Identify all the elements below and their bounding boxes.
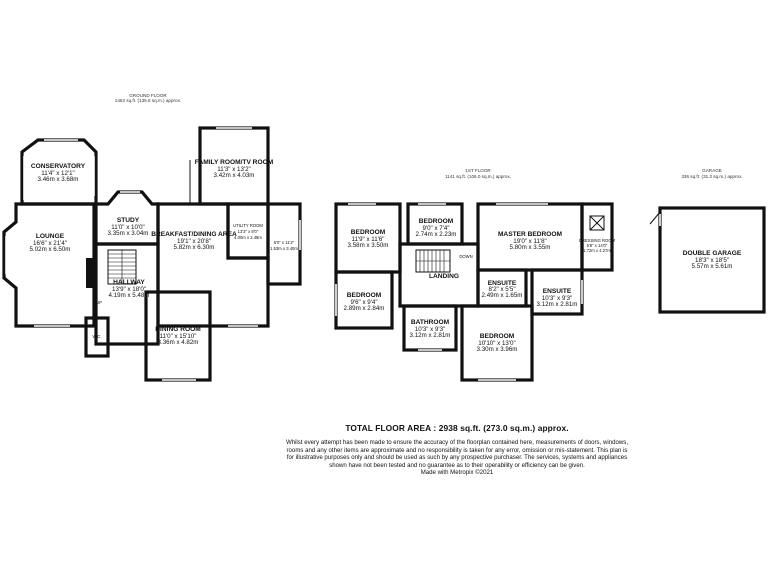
total-floor-area: TOTAL FLOOR AREA : 2938 sq.ft. (273.0 sq.m.) approx. [345,423,569,433]
wc-metric: 1.53m x 3.40m [270,246,298,251]
garage-imperial: 18'3" x 18'5" [695,257,729,264]
ensuite1-metric: 2.49m x 1.65m [481,292,523,299]
lounge-imperial: 16'6" x 21'4" [33,240,67,247]
master-bedroom-imperial: 19'0" x 11'8" [513,238,547,245]
disclaimer-text: Whilst every attempt has been made to ensure the accuracy of the floorplan contained here, measurements of doors, windows, rooms and any other items are approximate and no responsibility is taken for any error, omission or mis-statement. This plan is for illustrative purposes only and should be used as such by any prospective purchaser. The services, systems and appliances shown have not been tested and no guarantee as to their operability or efficiency can be given. [285,439,629,469]
made-with-credit: Made with Metropix ©2021 [420,469,494,477]
dining-room-metric: 3.36m x 4.82m [157,339,199,346]
breakfast-area-imperial: 19'1" x 20'8" [177,238,211,245]
dressing-room-name: DRESSING ROOM [578,238,616,243]
master-bedroom-metric: 5.80m x 3.55m [509,244,551,251]
stairs-down-marker: DOWN [459,254,473,259]
bedroom1-imperial: 11'9" x 11'6" [351,236,385,243]
breakfast-area-metric: 5.82m x 6.30m [173,244,215,251]
ground-floor-area: 1462 sq.ft. (135.8 sq.m.) approx. [114,98,182,103]
dining-room-name: DINING ROOM [155,326,201,333]
conservatory-imperial: 11'4" x 12'1" [41,170,75,177]
garage-metric: 5.57m x 5.61m [691,263,733,270]
garage-name: DOUBLE GARAGE [682,250,742,257]
first-floor-area: 1141 sq.ft. (106.0 sq.m.) approx. [444,174,512,179]
lounge-name: LOUNGE [35,233,65,240]
bathroom-name: BATHROOM [410,319,450,326]
ensuite2-imperial: 10'3" x 9'3" [541,295,573,302]
breakfast-area-name: BREAKFAST/DINING AREA [151,231,237,238]
bedroom2-name: BEDROOM [418,218,454,225]
family-room-imperial: 11'3" x 13'2" [217,166,251,173]
footer [284,423,630,477]
ground-floor-labels [30,159,299,346]
lounge-outline [4,204,94,326]
landing-stairs [416,250,450,272]
hallway-imperial: 13'9" x 18'0" [112,286,146,293]
bedroom3-imperial: 9'6" x 9'4" [350,299,378,306]
bedroom1-name: BEDROOM [350,229,386,236]
garage-area: 336 sq.ft. (31.2 sq.m.) approx. [681,174,743,179]
bedroom3-name: BEDROOM [346,292,382,299]
dining-room-imperial: 11'0" x 15'10" [159,333,197,340]
bedroom2-imperial: 9'0" x 7'4" [422,225,450,232]
bedroom2-metric: 2.74m x 2.23m [415,231,457,238]
hallway-name: HALLWAY [113,279,145,286]
utility-room-name: UTILITY ROOM [233,223,263,228]
ensuite2-metric: 3.12m x 2.81m [536,301,578,308]
utility-room-metric: 4.00m x 2.48m [234,235,262,240]
dressing-room-metric: 1.72m x 4.27m [583,248,611,253]
conservatory-metric: 3.46m x 3.68m [37,176,79,183]
family-room-name: FAMILY ROOM/TV ROOM [194,159,274,166]
cloak-wc-label: W.C. [92,334,102,339]
stairs-up-marker: UP [96,300,102,305]
bedroom3-metric: 2.89m x 2.84m [343,305,385,312]
study-name: STUDY [116,217,140,224]
master-bedroom-name: MASTER BEDROOM [497,231,563,238]
ground-floor-title: GROUND FLOOR [129,93,167,98]
bedroom4-metric: 3.30m x 3.96m [476,346,518,353]
dressing-room-imperial: 5'8" x 14'0" [586,243,608,248]
bathroom-imperial: 10'3" x 9'3" [414,326,446,333]
fireplace [86,258,93,288]
garage-title: GARAGE [702,168,722,173]
landing-name: LANDING [428,273,460,280]
family-room-metric: 3.42m x 4.03m [213,172,255,179]
ensuite1-imperial: 8'2" x 5'5" [488,286,516,293]
lounge-metric: 5.02m x 6.50m [29,246,71,253]
bedroom1-metric: 3.58m x 3.50m [347,242,389,249]
bathroom-metric: 3.12m x 2.81m [409,332,451,339]
dressing-room-outline [582,204,612,270]
first-floor [336,168,612,380]
ensuite1-name: ENSUITE [487,280,517,287]
first-floor-title: 1ST FLOOR [465,168,491,173]
hallway-metric: 4.19m x 5.48m [108,292,150,299]
study-imperial: 11'0" x 10'0" [111,224,145,231]
bedroom4-imperial: 10'10" x 13'0" [478,340,516,347]
study-metric: 3.35m x 3.04m [107,230,149,237]
bedroom4-name: BEDROOM [479,333,515,340]
wc-imperial: 5'0" x 11'2" [273,240,295,245]
conservatory-name: CONSERVATORY [30,163,86,170]
garage-floor [650,168,764,312]
utility-room-imperial: 13'3" x 8'0" [237,229,259,234]
ensuite2-name: ENSUITE [542,288,572,295]
